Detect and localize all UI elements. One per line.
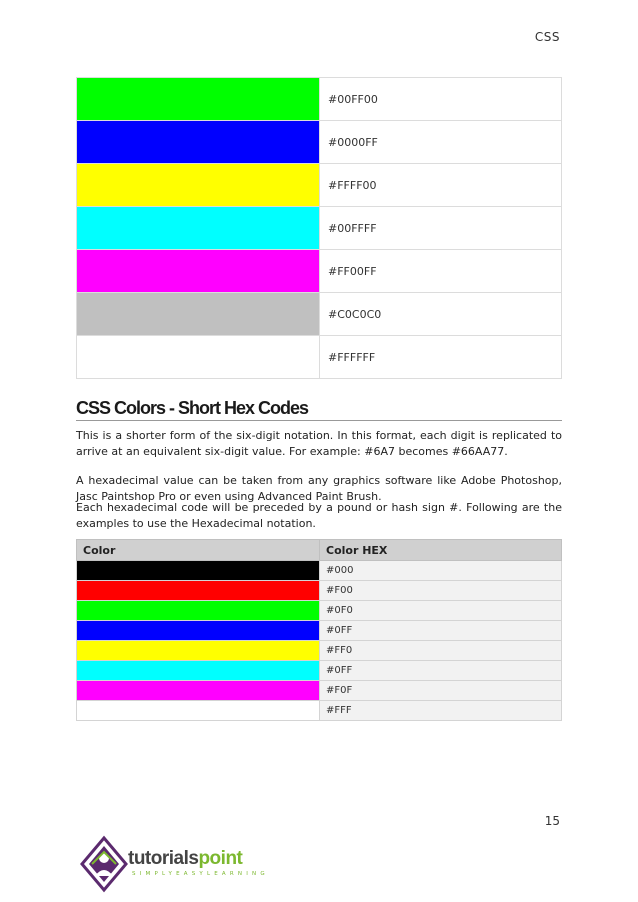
paragraph-intro: This is a shorter form of the six-digit notation. In this format, each digit is replicated to arrive at an equivalent six-digit value. For example: #6A7 becomes #66AA77. — [76, 429, 562, 458]
page-number: 15 — [544, 814, 560, 828]
top-color-table — [76, 77, 562, 379]
color-code: #FF00FF — [320, 250, 562, 293]
logo-name-part1: tutorials — [128, 848, 199, 869]
table-header-row — [77, 540, 562, 561]
color-swatch — [77, 250, 320, 293]
color-swatch — [77, 561, 320, 581]
table-row — [77, 661, 562, 681]
color-swatch — [77, 121, 320, 164]
page-header-label: CSS — [534, 30, 560, 44]
paragraph-hash-sign: Each hexadecimal code will be preceded by a pound or hash sign #. Following are the examples to use the Hexadecimal notation. — [76, 501, 562, 530]
color-code: #0FF — [320, 661, 562, 681]
table-row — [77, 681, 562, 701]
color-swatch — [77, 293, 320, 336]
color-swatch — [77, 207, 320, 250]
color-code: #000 — [320, 561, 562, 581]
color-code: #0000FF — [320, 121, 562, 164]
color-swatch — [77, 621, 320, 641]
table-row — [77, 621, 562, 641]
logo-tagline: SIMPLYEASYLEARNING — [132, 871, 269, 877]
table-row — [77, 250, 562, 293]
color-code: #0F0 — [320, 601, 562, 621]
table-row — [77, 78, 562, 121]
color-code: #FFFFFF — [320, 336, 562, 379]
table-row — [77, 561, 562, 581]
color-swatch — [77, 336, 320, 379]
color-code: #FFFF00 — [320, 164, 562, 207]
color-swatch — [77, 661, 320, 681]
table-row — [77, 581, 562, 601]
table-row — [77, 336, 562, 379]
section-title: CSS Colors - Short Hex Codes — [76, 398, 562, 421]
tutorialspoint-logo-icon — [78, 834, 130, 894]
table-row — [77, 293, 562, 336]
color-code: #F0F — [320, 681, 562, 701]
header-color: Color — [77, 540, 320, 561]
table-row — [77, 641, 562, 661]
color-swatch — [77, 701, 320, 721]
logo-wordmark — [128, 848, 242, 870]
color-swatch — [77, 78, 320, 121]
color-code: #C0C0C0 — [320, 293, 562, 336]
logo-name-part2: point — [198, 848, 243, 869]
color-code: #00FFFF — [320, 207, 562, 250]
short-hex-table — [76, 539, 562, 721]
header-color-hex: Color HEX — [320, 540, 562, 561]
color-swatch — [77, 641, 320, 661]
table-row — [77, 164, 562, 207]
paragraph-software: A hexadecimal value can be taken from any graphics software like Adobe Photoshop, Jasc Paintshop Pro or even using Advanced Paint Brush. — [76, 474, 562, 503]
color-code: #00FF00 — [320, 78, 562, 121]
table-row — [77, 121, 562, 164]
color-swatch — [77, 581, 320, 601]
color-code: #FF0 — [320, 641, 562, 661]
table-row — [77, 207, 562, 250]
table-row — [77, 701, 562, 721]
table-row — [77, 601, 562, 621]
color-swatch — [77, 681, 320, 701]
color-code: #0FF — [320, 621, 562, 641]
color-swatch — [77, 601, 320, 621]
color-code: #F00 — [320, 581, 562, 601]
color-swatch — [77, 164, 320, 207]
tutorialspoint-logo — [78, 834, 278, 894]
color-code: #FFF — [320, 701, 562, 721]
